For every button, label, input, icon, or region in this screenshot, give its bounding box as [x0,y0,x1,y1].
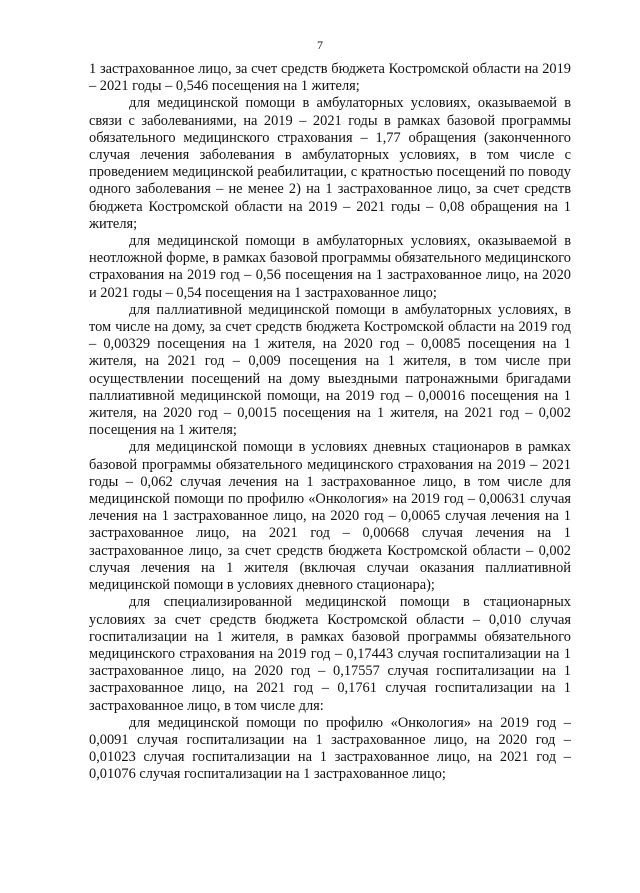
paragraph-ambulatory-urgent: для медицинской помощи в амбулаторных условиях, оказываемой в неотложной форме, в рамках базовой программы обязательного медицинского страхования на 2019 год – 0,56 посещения на 1 застрахованное лицо, на 2020 и 2021 годы – 0,54 посещения на 1 застрахованное лицо; [89,233,571,301]
paragraph-specialized-inpatient: для специализированной медицинской помощи в стационарных условиях за счет средств бюджета Костромской области – 0,010 случая госпитализации на 1 жителя, в рамках базовой программы обязательного медицинского страхования на 2019 год – 0,17443 случая госпитализации на 1 застрахованное лицо, на 2020 год – 0,17557 случая госпитализации на 1 застрахованное лицо, на 2021 год – 0,1761 случая госпитализации на 1 застрахованное лицо, в том числе для: [89,594,571,714]
paragraph-ambulatory-diseases: для медицинской помощи в амбулаторных условиях, оказываемой в связи с заболеваниями, на 2019 – 2021 годы в рамках базовой программы обязательного медицинского страхования – 1,77 обращения (законченного случая лечения заболевания в амбулаторных условиях, в том числе с проведением медицинской реабилитации, с кратностью посещений по поводу одного заболевания – не менее 2) на 1 застрахованное лицо, за счет средств бюджета Костромской области на 2019 – 2021 годы – 0,08 обращения на 1 жителя; [89,95,571,232]
page-number: 7 [317,38,323,52]
document-body [89,61,571,784]
paragraph-oncology-inpatient: для медицинской помощи по профилю «Онкология» на 2019 год – 0,0091 случая госпитализации на 1 застрахованное лицо, на 2020 год – 0,01023 случая госпитализации на 1 застрахованное лицо, на 2021 год – 0,01076 случая госпитализации на 1 застрахованное лицо; [89,714,571,783]
paragraph-day-hospital: для медицинской помощи в условиях дневных стационаров в рамках базовой программы обязательного медицинского страхования на 2019 – 2021 годы – 0,062 случая лечения на 1 застрахованное лицо, в том числе для медицинской помощи по профилю «Онкология» на 2019 год – 0,00631 случая лечения на 1 застрахованное лицо, на 2020 год – 0,0065 случая лечения на 1 застрахованное лицо, на 2021 год – 0,00668 случая лечения на 1 застрахованное лицо, за счет средств бюджета Костромской области – 0,002 случая лечения на 1 жителя (включая случаи оказания паллиативной медицинской помощи в условиях дневного стационара); [89,439,571,594]
paragraph-continuation: 1 застрахованное лицо, за счет средств бюджета Костромской области на 2019 – 2021 годы – 0,546 посещения на 1 жителя; [89,61,571,95]
paragraph-palliative-ambulatory: для паллиативной медицинской помощи в амбулаторных условиях, в том числе на дому, за счет средств бюджета Костромской области на 2019 год – 0,00329 посещения на 1 жителя, на 2020 год – 0,0085 посещения на 1 жителя, на 2021 год – 0,009 посещения на 1 жителя, в том числе при осуществлении посещений на дому выездными патронажными бригадами паллиативной медицинской помощи, на 2019 год – 0,00016 посещения на 1 жителя, на 2020 год – 0,0015 посещения на 1 жителя, на 2021 год – 0,002 посещения на 1 жителя; [89,301,571,439]
